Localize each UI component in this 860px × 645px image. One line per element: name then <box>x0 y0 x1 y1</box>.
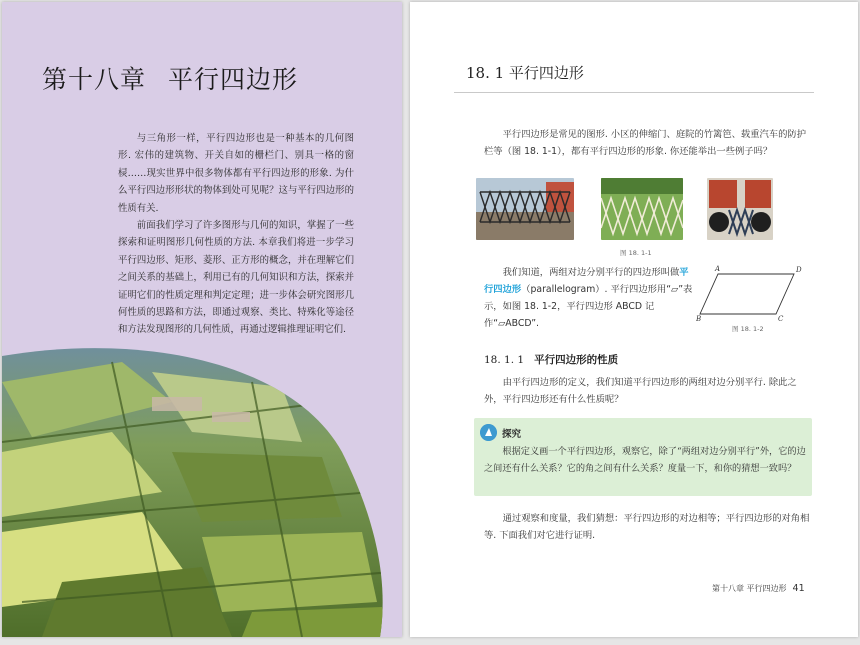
chapter-number: 第十八章 <box>42 65 147 94</box>
figure-caption: 图 18. 1-2 <box>732 325 764 333</box>
page-number: 41 <box>792 583 805 594</box>
vertex-label: A <box>715 265 721 273</box>
body-paragraph: 由平行四边形的定义，我们知道平行四边形的两组对边分别平行. 除此之外，平行四边形还有什么性质呢？ <box>484 377 797 405</box>
footer-chapter: 第十八章 平行四边形 <box>712 584 787 593</box>
explore-label: 探究 <box>502 429 522 440</box>
subsection-title: 平行四边形的性质 <box>534 354 619 366</box>
intro-paragraph: 平行四边形是常见的图形. 小区的伸缩门、庭院的竹篱笆、载重汽车的防护栏等（图 18. 1-1），都有平行四边形的形象. 你还能举出一些例子吗？ <box>484 129 807 157</box>
figure-caption: 图 18. 1-1 <box>620 249 652 257</box>
chapter-intro <box>118 130 354 339</box>
truck-guardrail-photo <box>707 178 773 240</box>
bamboo-fence-photo <box>601 178 683 240</box>
page-footer <box>712 583 805 594</box>
definition-text: （parallelogram）. 平行四边形用“▱”表示，如图 18. 1-2，平行四边形 ABCD 记作“▱ABCD”. <box>484 284 693 329</box>
subsection-heading <box>484 352 618 367</box>
intro-paragraph: 前面我们学习了许多图形与几何的知识，掌握了一些探索和证明图形几何性质的方法. 本章我们将进一步学习平行四边形、矩形、菱形、正方形的概念，并在理解它们之间关系的基础上，利用已有的几何知识和方法，探索并证明它们的性质定理和判定定理；进一步体会研究图形几何性质的思路和方法，即通过观察、类比、特殊化等途径和方法发现图形的几何性质，再通过逻辑推理证明它们. <box>118 220 354 336</box>
explore-box <box>474 418 812 496</box>
vertex-label: C <box>778 315 784 323</box>
chapter-topic: 平行四边形 <box>168 65 299 94</box>
explore-text: 根据定义画一个平行四边形，观察它，除了“两组对边分别平行”外，它的边之间还有什么关系？它的角之间有什么关系？度量一下，和你的猜想一致吗？ <box>484 446 806 474</box>
body-paragraph: 通过观察和度量，我们猜想：平行四边形的对边相等；平行四边形的对角相等. 下面我们对它进行证明. <box>484 513 810 541</box>
header-divider <box>454 92 814 93</box>
definition-paragraph <box>484 264 694 332</box>
left-page <box>2 2 402 637</box>
retractable-gate-photo <box>476 178 574 240</box>
parallelogram-diagram <box>696 264 808 324</box>
highlighted-term: 平行四边形 <box>484 267 689 295</box>
right-page <box>410 2 858 637</box>
subsection-number: 18. 1. 1 <box>484 354 525 366</box>
definition-text: 我们知道，两组对边分别平行的四边形叫做 <box>502 267 680 278</box>
farmland-aerial-image <box>2 342 402 637</box>
explore-icon <box>480 424 497 441</box>
chapter-title <box>42 60 298 96</box>
vertex-label: D <box>796 266 802 274</box>
intro-paragraph: 与三角形一样，平行四边形也是一种基本的几何图形. 宏伟的建筑物、开关自如的栅栏门、别具一格的窗棂……现实世界中很多物体都有平行四边形的形象. 为什么平行四边形形状的物体到处可见呢？这与平行四边形的性质有关. <box>118 133 354 214</box>
section-title: 18. 1 平行四边形 <box>466 64 584 82</box>
vertex-label: B <box>696 315 702 323</box>
